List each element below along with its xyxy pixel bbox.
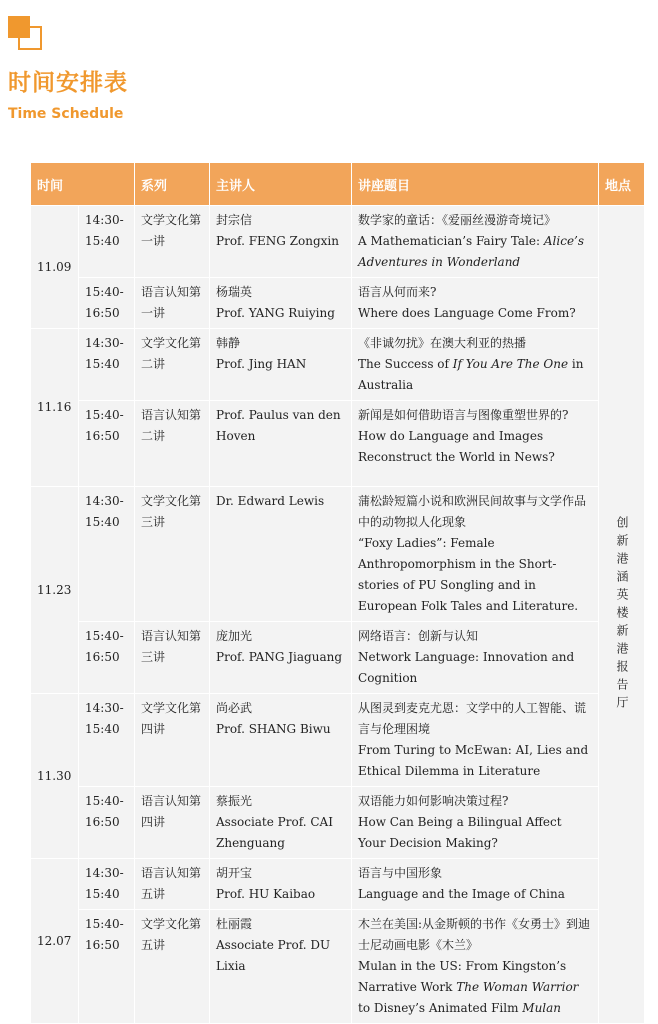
topic-title-en-part: to Disney’s Animated Film [358,1001,523,1015]
topic-cell [352,910,599,1024]
speaker-name-en: Prof. FENG Zongxin [216,234,339,248]
page-subtitle: Time Schedule [8,106,124,122]
topic-title-en [358,533,592,617]
table-row [31,910,645,1024]
speaker-name-cn: 封宗信 [216,213,253,227]
series-cell: 文学文化第四讲 [135,694,210,787]
topic-cell [352,206,599,278]
table-row [31,859,645,910]
speaker-name-en: Prof. Jing HAN [216,357,307,371]
header-topic: 讲座题目 [352,163,599,206]
topic-title-cn: 网络语言：创新与认知 [358,629,479,643]
topic-title-cn: 双语能力如何影响决策过程? [358,794,509,808]
time-cell: 14:30-15:40 [79,694,135,787]
speaker-name-en: Dr. Edward Lewis [216,494,325,508]
speaker-name-en: Prof. Paulus van den Hoven [216,408,341,443]
speaker-name-cn: 杨瑞英 [216,285,253,299]
topic-title-en [358,231,592,273]
date-cell: 11.30 [31,694,79,859]
speaker-name-en: Prof. PANG Jiaguang [216,650,343,664]
series-cell: 语言认知第二讲 [135,401,210,487]
speaker-cell [210,859,352,910]
topic-title-en [358,354,592,396]
date-cell: 11.16 [31,329,79,487]
time-cell: 15:40-16:50 [79,401,135,487]
speaker-cell [210,329,352,401]
date-cell: 11.09 [31,206,79,329]
speaker-name-en: Prof. YANG Ruiying [216,306,335,320]
speaker-cell [210,910,352,1024]
topic-cell [352,278,599,329]
table-row [31,487,645,622]
topic-title-cn: 语言从何而来? [358,285,437,299]
topic-title-en-part: A Mathematician’s Fairy Tale: [358,234,544,248]
speaker-name-cn: 尚必武 [216,701,253,715]
topic-title-cn: 数学家的童话：《爱丽丝漫游奇境记》 [358,213,557,227]
table-row [31,329,645,401]
table-row [31,787,645,859]
topic-title-cn: 《非诚勿扰》在澳大利亚的热播 [358,336,527,350]
table-row [31,401,645,487]
topic-title-cn: 蒲松龄短篇小说和欧洲民间故事与文学作品中的动物拟人化现象 [358,494,587,529]
table-row [31,278,645,329]
topic-title-en [358,812,592,854]
topic-title-en-part: in Australia [358,357,584,392]
time-cell: 15:40-16:50 [79,787,135,859]
series-cell: 文学文化第一讲 [135,206,210,278]
date-cell: 11.23 [31,487,79,694]
topic-title-cn: 新闻是如何借助语言与图像重塑世界的? [358,408,569,422]
speaker-name-en: Associate Prof. CAI Zhenguang [216,815,333,850]
speaker-cell [210,787,352,859]
topic-title-en [358,956,592,1019]
topic-title-en-italic: Mulan [522,1001,562,1015]
speaker-cell [210,206,352,278]
table-header-row [31,163,645,206]
topic-title-en [358,647,592,689]
topic-title-en-part: From Turing to McEwan: AI, Lies and Ethical Dilemma in Literature [358,743,589,778]
speaker-cell [210,278,352,329]
topic-title-en-part: Language and the Image of China [358,887,565,901]
topic-title-cn: 语言与中国形象 [358,866,443,880]
table-row [31,694,645,787]
speaker-cell [210,487,352,622]
topic-title-en [358,426,592,468]
time-cell: 14:30-15:40 [79,329,135,401]
topic-title-en-part: Where does Language Come From? [358,306,576,320]
topic-title-cn: 从图灵到麦克尤恩：文学中的人工智能、谎言与伦理困境 [358,701,587,736]
location-cell: 创新港涵英楼新港报告厅 [599,206,645,1024]
topic-cell [352,694,599,787]
series-cell: 语言认知第五讲 [135,859,210,910]
topic-title-en-italic: Alice’s Adventures in Wonderland [358,234,585,269]
topic-title-cn: 木兰在美国:从金斯顿的书作《女勇士》到迪士尼动画电影《木兰》 [358,917,591,952]
speaker-name-en: Associate Prof. DU Lixia [216,938,331,973]
series-cell: 语言认知第三讲 [135,622,210,694]
topic-cell [352,859,599,910]
topic-title-en-part: Mulan in the US: From Kingston’s Narrative Work [358,959,567,994]
header-series: 系列 [135,163,210,206]
topic-title-en-part: “Foxy Ladies”: Female Anthropomorphism in the Short-stories of PU Songling and in European Folk Tales and Literature. [358,536,579,613]
speaker-name-cn: 胡开宝 [216,866,253,880]
speaker-name-cn: 杜丽霞 [216,917,253,931]
page-title: 时间安排表 [8,70,128,96]
header-speaker: 主讲人 [210,163,352,206]
time-cell: 14:30-15:40 [79,859,135,910]
logo-squares-icon [8,16,40,48]
table-row [31,622,645,694]
topic-cell [352,487,599,622]
topic-cell [352,329,599,401]
series-cell: 文学文化第二讲 [135,329,210,401]
topic-title-en-part: How do Language and Images Reconstruct the World in News? [358,429,555,464]
speaker-name-cn: 蔡振光 [216,794,253,808]
topic-cell [352,622,599,694]
speaker-cell [210,622,352,694]
topic-title-en [358,740,592,782]
speaker-name-cn: 韩静 [216,336,241,350]
speaker-name-en: Prof. HU Kaibao [216,887,316,901]
time-cell: 15:40-16:50 [79,622,135,694]
topic-title-en [358,884,592,905]
speaker-name-en: Prof. SHANG Biwu [216,722,331,736]
table-row [31,206,645,278]
topic-title-en [358,303,592,324]
schedule-table [30,162,645,1024]
speaker-name-cn: 庞加光 [216,629,253,643]
header-location: 地点 [599,163,645,206]
topic-title-en-part: Network Language: Innovation and Cognition [358,650,575,685]
time-cell: 14:30-15:40 [79,487,135,622]
speaker-cell [210,694,352,787]
speaker-cell [210,401,352,487]
topic-title-en-italic: The Woman Warrior [456,980,579,994]
series-cell: 语言认知第一讲 [135,278,210,329]
date-cell: 12.07 [31,859,79,1024]
topic-title-en-part: How Can Being a Bilingual Affect Your Decision Making? [358,815,562,850]
topic-cell [352,401,599,487]
time-cell: 15:40-16:50 [79,910,135,1024]
topic-title-en-italic: If You Are The One [452,357,569,371]
series-cell: 语言认知第四讲 [135,787,210,859]
header-time: 时间 [31,163,135,206]
series-cell: 文学文化第五讲 [135,910,210,1024]
series-cell: 文学文化第三讲 [135,487,210,622]
topic-cell [352,787,599,859]
time-cell: 15:40-16:50 [79,278,135,329]
time-cell: 14:30-15:40 [79,206,135,278]
topic-title-en-part: The Success of [358,357,453,371]
